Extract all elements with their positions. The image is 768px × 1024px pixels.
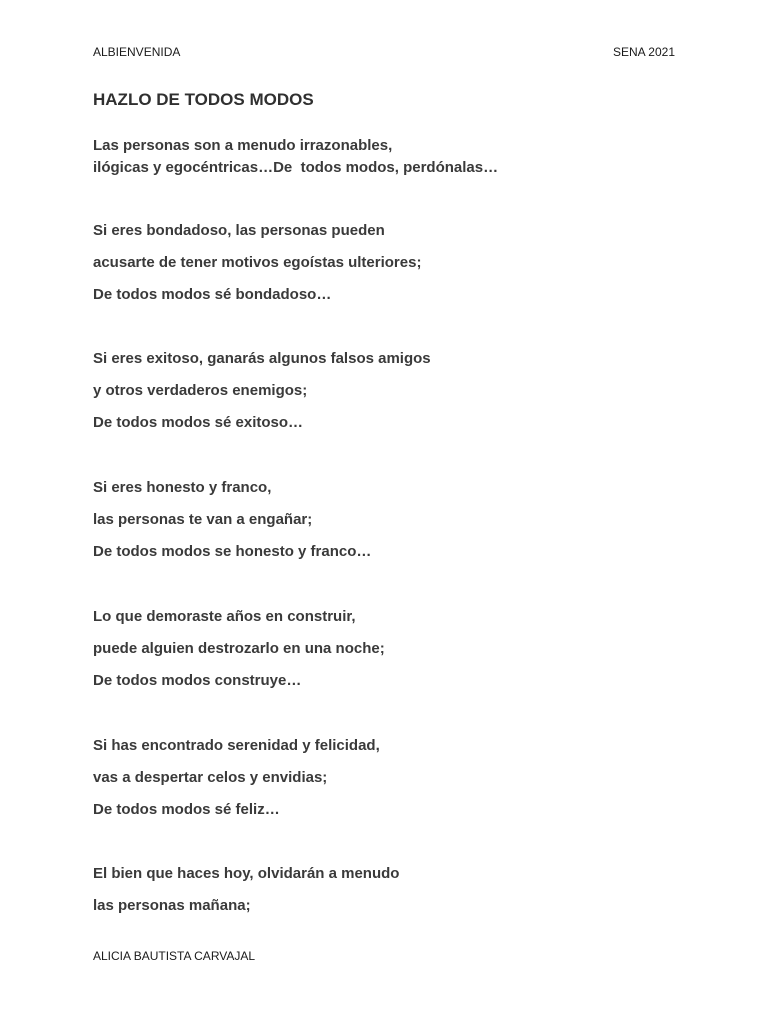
- poem-line: Si eres exitoso, ganarás algunos falsos amigos: [93, 350, 431, 367]
- poem-line: Si eres honesto y franco,: [93, 479, 272, 496]
- page-header: [93, 44, 675, 60]
- poem-title: HAZLO DE TODOS MODOS: [93, 90, 314, 109]
- poem-line: y otros verdaderos enemigos;: [93, 382, 308, 399]
- poem-line: Si has encontrado serenidad y felicidad,: [93, 737, 380, 754]
- poem-line: ilógicas y egocéntricas…De todos modos, perdónalas…: [93, 159, 499, 176]
- stanza-2: [93, 349, 693, 445]
- poem-line: De todos modos sé feliz…: [93, 801, 280, 818]
- poem-line: De todos modos sé exitoso…: [93, 414, 304, 431]
- poem-line: Las personas son a menudo irrazonables,: [93, 137, 393, 154]
- stanza-4: [93, 607, 693, 703]
- poem-line: acusarte de tener motivos egoístas ulteriores;: [93, 254, 422, 271]
- poem-line: De todos modos sé bondadoso…: [93, 286, 332, 303]
- poem-line: Lo que demoraste años en construir,: [93, 608, 356, 625]
- poem-line: las personas te van a engañar;: [93, 511, 313, 528]
- stanza-5: [93, 736, 693, 832]
- poem-line: las personas mañana;: [93, 897, 251, 914]
- poem-line: puede alguien destrozarlo en una noche;: [93, 640, 385, 657]
- poem-line: Si eres bondadoso, las personas pueden: [93, 222, 385, 239]
- stanza-1: [93, 221, 693, 317]
- poem-line: vas a despertar celos y envidias;: [93, 769, 328, 786]
- poem-line: De todos modos se honesto y franco…: [93, 543, 372, 560]
- header-left-text: ALBIENVENIDA: [93, 45, 181, 59]
- header-right-text: SENA 2021: [612, 45, 675, 59]
- stanza-3: [93, 478, 693, 574]
- footer-author: ALICIA BAUTISTA CARVAJAL: [93, 949, 256, 963]
- stanza-6: [93, 864, 693, 928]
- poem-line: De todos modos construye…: [93, 672, 302, 689]
- poem-line: El bien que haces hoy, olvidarán a menudo: [93, 865, 400, 882]
- intro-stanza: [93, 135, 693, 179]
